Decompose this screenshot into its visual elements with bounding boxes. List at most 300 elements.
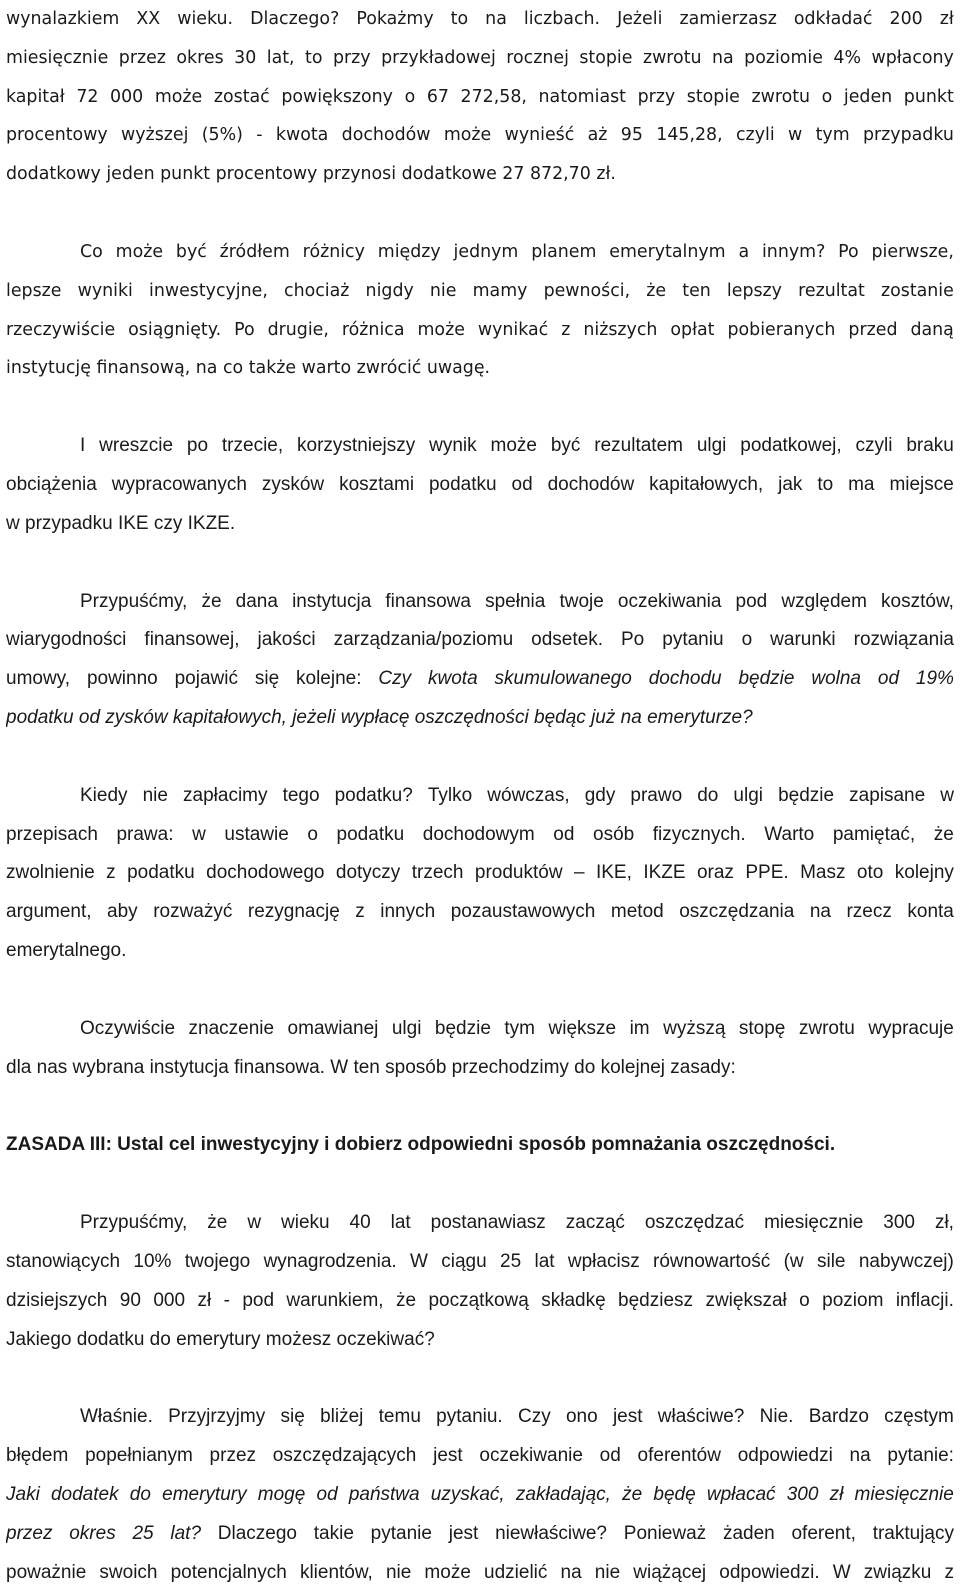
word: że (934, 816, 954, 855)
word: przed (848, 311, 897, 350)
text-segment: dodatkowy jeden punkt procentowy przynosi dodatkowe 27 872,70 zł. (6, 164, 616, 184)
word: natomiast (539, 78, 626, 117)
word: do (697, 777, 718, 816)
word: twoje (559, 583, 603, 622)
word: rzecz (846, 893, 891, 932)
word: dzisiejszych (6, 1282, 107, 1321)
word: procentowy (6, 116, 108, 155)
word: to (305, 39, 322, 78)
paragraph-gap (6, 1359, 954, 1398)
word: zarządzania/poziomu (334, 621, 514, 660)
word: pobieranych (727, 311, 835, 350)
word: 4% (833, 39, 861, 78)
word: to (451, 0, 468, 39)
word: wynieść (505, 116, 575, 155)
word: dodatek (51, 1476, 119, 1515)
word: prawo (630, 777, 682, 816)
word: stanowiących (6, 1243, 120, 1282)
word: może (417, 311, 464, 350)
word: dochodów (342, 116, 431, 155)
word: dochodów (548, 466, 635, 505)
word: Czy (378, 660, 411, 699)
word: swoich (99, 1554, 157, 1592)
word: niższych (583, 311, 657, 350)
word: aż (588, 116, 608, 155)
word: się (255, 660, 279, 699)
word: traktujący (873, 1515, 954, 1554)
word: Przypuśćmy, (80, 583, 187, 622)
word: uzyskać, (431, 1476, 505, 1515)
word: odpowiedzi. (719, 1554, 819, 1592)
word: obciążenia (6, 466, 97, 505)
word: (w (784, 1243, 804, 1282)
word: – (574, 854, 585, 893)
text-line (6, 932, 954, 971)
word: warunkiem, (286, 1282, 383, 1321)
word: spełnia (485, 583, 545, 622)
word: względem (781, 583, 867, 622)
text-line (6, 816, 954, 855)
word: 19% (916, 660, 954, 699)
word: przez (119, 39, 166, 78)
word: popełnianym (85, 1437, 193, 1476)
word: rocznej (506, 39, 569, 78)
word: a (738, 233, 749, 272)
word: wynagrodzenia. (264, 1243, 397, 1282)
word: miesięcznie (855, 1476, 954, 1515)
word: 40 (350, 1204, 371, 1243)
word: (5%) (202, 116, 243, 155)
word: aby (107, 893, 138, 932)
word: twojego (185, 1243, 251, 1282)
word: ulgi (733, 777, 763, 816)
word: mogę (258, 1476, 306, 1515)
word: Dlaczego (218, 1515, 297, 1554)
word: jednym (454, 233, 519, 272)
word: wpłacony (871, 39, 953, 78)
word: przy (333, 39, 371, 78)
word: być (551, 427, 581, 466)
word: od (317, 1476, 338, 1515)
word: oszczędzania (679, 893, 794, 932)
word: ulgi (697, 427, 727, 466)
word: Kiedy (80, 777, 128, 816)
word: miesięcznie (6, 39, 108, 78)
word: wpłacisz (568, 1243, 640, 1282)
word: różnica (342, 311, 405, 350)
word: wiarygodności (6, 621, 126, 660)
word: Po (234, 311, 255, 350)
word: - (256, 116, 262, 155)
text-line (6, 272, 954, 311)
word: zwolnienie (6, 854, 95, 893)
word: kapitałowych, (649, 466, 763, 505)
word: osób (593, 816, 634, 855)
paragraph-gap (6, 388, 954, 427)
text-line (6, 155, 954, 194)
paragraph-p5 (6, 777, 954, 971)
word: będę (653, 1476, 695, 1515)
word: lat? (170, 1515, 201, 1554)
word: na (485, 0, 507, 39)
word: planem (531, 233, 596, 272)
word: oraz (697, 854, 734, 893)
word: niewłaściwe? (495, 1515, 607, 1554)
word: stopie (687, 78, 740, 117)
word: czyli (856, 427, 893, 466)
paragraph-gap (6, 544, 954, 583)
word: inflacji. (896, 1282, 954, 1321)
word: 90 (120, 1282, 141, 1321)
word: przy (638, 78, 676, 117)
text-segment: instytucję finansową, na co także warto zwrócić uwagę. (6, 358, 490, 378)
word: wypracowanych (112, 466, 247, 505)
word: 30 (234, 39, 256, 78)
word: korzystniejszy (297, 427, 415, 466)
word: jak (778, 466, 802, 505)
word: Jaki (6, 1476, 40, 1515)
word: dochodowym (423, 816, 535, 855)
word: że (207, 1204, 227, 1243)
word: częstym (884, 1398, 954, 1437)
word: przepisach (6, 816, 98, 855)
word: o (405, 78, 416, 117)
word: 67 (427, 78, 449, 117)
word: tym (504, 1010, 535, 1049)
text-segment: podatku od zysków kapitałowych, jeżeli wypłacę oszczędności będąc już na emeryturze? (6, 707, 753, 728)
word: zwiększał (705, 1282, 786, 1321)
word: temu (379, 1398, 421, 1437)
word: wyższą (663, 1010, 725, 1049)
text-line (6, 39, 954, 78)
paragraph-p6 (6, 1010, 954, 1088)
word: ma (848, 466, 874, 505)
word: Nie. (760, 1398, 794, 1437)
word: trzecie, (222, 427, 283, 466)
text-line (6, 660, 954, 699)
text-line (6, 78, 954, 117)
word: być (176, 233, 207, 272)
word: produktów (475, 854, 563, 893)
word: pod (242, 1282, 274, 1321)
word: odsetek. (531, 621, 603, 660)
word: pytaniu. (436, 1398, 503, 1437)
word: będzie (435, 1010, 491, 1049)
word: ono (566, 1398, 598, 1437)
word: rezygnację (248, 893, 340, 932)
word: do (130, 1476, 151, 1515)
word: poważnie (6, 1554, 86, 1592)
word: kwota (428, 660, 478, 699)
word: liczbach. (524, 0, 600, 39)
text-line (6, 1476, 954, 1515)
word: 145,28, (656, 116, 722, 155)
word: lat, (267, 39, 295, 78)
word: zł (197, 1282, 211, 1321)
word: Ponieważ (624, 1515, 706, 1554)
word: pierwsze, (872, 233, 954, 272)
word: ulgi (392, 1010, 422, 1049)
word: potencjalnych (171, 1554, 287, 1592)
word: im (630, 1010, 650, 1049)
word: inwestycyjne, (149, 272, 268, 311)
word: chociaż (284, 272, 349, 311)
word: czyli (736, 116, 775, 155)
word: kolejny (895, 854, 954, 893)
word: państwa (349, 1476, 420, 1515)
text-line (6, 1437, 954, 1476)
word: Tylko (428, 777, 472, 816)
word: sile (817, 1243, 846, 1282)
word: 000 (110, 78, 143, 117)
word: jest (449, 1515, 479, 1554)
word: punkt (904, 78, 954, 117)
word: 10% (133, 1243, 171, 1282)
word: zacząć (566, 1204, 625, 1243)
word: 272,58, (461, 78, 527, 117)
word: o (742, 621, 753, 660)
word: dochodowego (206, 854, 324, 893)
word: kosztami (339, 466, 414, 505)
text-line (6, 1282, 954, 1321)
word: rozważyć (153, 893, 232, 932)
word: finansowej, (144, 621, 239, 660)
word: oszczędzających (273, 1437, 417, 1476)
word: kosztów, (881, 583, 954, 622)
word: od (878, 660, 899, 699)
text-line (6, 621, 954, 660)
paragraph-p2 (6, 233, 954, 388)
word: po (187, 427, 208, 466)
word: o (799, 1282, 810, 1321)
word: od (600, 1437, 621, 1476)
word: opłat (670, 311, 714, 350)
word: zł (830, 1476, 844, 1515)
word: Czy (518, 1398, 551, 1437)
word: kolejne: (296, 660, 362, 699)
paragraph-p9 (6, 1398, 954, 1592)
word: rezultat (798, 272, 865, 311)
word: pytanie (371, 1515, 432, 1554)
paragraph-p4 (6, 583, 954, 738)
word: pamiętać, (833, 816, 915, 855)
word: zostać (214, 78, 270, 117)
word: Pokażmy (356, 0, 433, 39)
paragraph-gap (6, 738, 954, 777)
word: stopie (579, 39, 632, 78)
word: poziom (822, 1282, 883, 1321)
word: pytanie: (887, 1437, 954, 1476)
word: tym (816, 116, 850, 155)
word: może (116, 233, 163, 272)
word: oszczędzać (645, 1204, 744, 1243)
text-segment: w przypadku IKE czy IKZE. (6, 513, 235, 534)
word: zwrotu (751, 78, 810, 117)
word: że (201, 583, 221, 622)
word: zwrotu (643, 39, 702, 78)
word: - (224, 1282, 230, 1321)
word: z (561, 311, 570, 350)
word: podatku? (335, 777, 413, 816)
word: konta (907, 893, 953, 932)
word: innym? (762, 233, 825, 272)
text-line (6, 777, 954, 816)
text-line (6, 699, 954, 738)
word: że (646, 272, 666, 311)
word: będziesz (618, 1282, 693, 1321)
word: W (833, 1554, 851, 1592)
word: powinno (87, 660, 158, 699)
word: nabywczej) (859, 1243, 954, 1282)
paragraph-gap (6, 194, 954, 233)
word: instytucja (292, 583, 371, 622)
word: zamierzasz (679, 0, 776, 39)
word: XX (136, 0, 160, 39)
word: IKZE (643, 854, 685, 893)
word: to (817, 466, 833, 505)
word: warunki (770, 621, 835, 660)
word: przykładowej (381, 39, 496, 78)
word: nie (430, 272, 457, 311)
word: Bardzo (809, 1398, 869, 1437)
word: nie (595, 1554, 620, 1592)
word: z (106, 854, 116, 893)
word: emerytury (162, 1476, 246, 1515)
word: Przypuśćmy, (80, 1204, 187, 1243)
word: 25 (500, 1243, 521, 1282)
word: lat (391, 1204, 411, 1243)
word: metod (611, 893, 664, 932)
word: będzie (738, 660, 794, 699)
word: pojawić (175, 660, 238, 699)
text-line (6, 0, 954, 39)
word: o (822, 78, 833, 117)
word: Właśnie. (80, 1398, 153, 1437)
word: ustawie (224, 816, 288, 855)
word: daną (910, 311, 953, 350)
word: emerytalnym (609, 233, 725, 272)
word: osiągnięty. (128, 311, 221, 350)
word: wypracuje (868, 1010, 954, 1049)
word: lepsze (6, 272, 61, 311)
word: 300 (787, 1476, 819, 1515)
word: źródłem (220, 233, 290, 272)
word: lepszy (727, 272, 782, 311)
word: omawianej (288, 1010, 379, 1049)
word: składkę (541, 1282, 605, 1321)
word: podatku (337, 816, 405, 855)
word: takie (314, 1515, 354, 1554)
word: poziomie (744, 39, 823, 78)
word: okres (176, 39, 223, 78)
word: wpłacać (707, 1476, 776, 1515)
word: rzeczywiście (6, 311, 115, 350)
word: zysków (262, 466, 324, 505)
text-line (6, 1398, 954, 1437)
word: różnicy (303, 233, 365, 272)
paragraph-gap (6, 971, 954, 1010)
word: błędem (6, 1437, 68, 1476)
word: że (396, 1282, 416, 1321)
word: klientów, (300, 1554, 373, 1592)
word: zł (940, 0, 954, 39)
word: dana (236, 583, 278, 622)
word: zapisane (849, 777, 925, 816)
word: rozwiązania (854, 621, 954, 660)
text-line (6, 466, 954, 505)
word: postanawiasz (431, 1204, 546, 1243)
word: W (410, 1243, 428, 1282)
text-line (6, 1321, 954, 1360)
word: miejsce (889, 466, 953, 505)
word: zł, (935, 1204, 954, 1243)
word: może (491, 427, 537, 466)
word: że (622, 1476, 642, 1515)
word: zapłacimy (183, 777, 267, 816)
word: może (155, 78, 202, 117)
text-segment: dla nas wybrana instytucja finansowa. W ten sposób przechodzimy do kolejnej zasady: (6, 1057, 736, 1078)
word: przypadku (863, 116, 954, 155)
word: wiążącej (633, 1554, 706, 1592)
word: wreszcie (99, 427, 173, 466)
word: trzech (412, 854, 464, 893)
word: początkową (428, 1282, 528, 1321)
word: wieku (281, 1204, 330, 1243)
word: 000 (153, 1282, 185, 1321)
word: w (192, 816, 206, 855)
word: braku (906, 427, 954, 466)
word: Przyjrzyjmy (168, 1398, 265, 1437)
word: wówczas, (487, 777, 569, 816)
paragraph-p1 (6, 0, 954, 194)
word: odkładać (794, 0, 873, 39)
word: znaczenie (189, 1010, 275, 1049)
text-line (6, 233, 954, 272)
word: Po (838, 233, 859, 272)
word: oczekiwanie (479, 1437, 583, 1476)
paragraph-p7 (6, 1126, 954, 1165)
paragraph-gap (6, 1087, 954, 1126)
word: Po (621, 621, 644, 660)
word: Oczywiście (80, 1010, 175, 1049)
document-page (6, 0, 954, 1592)
word: skumulowanego (495, 660, 632, 699)
word: dotyczy (336, 854, 400, 893)
word: Dlaczego? (250, 0, 339, 39)
word: oferent, (791, 1515, 855, 1554)
word: będzie (778, 777, 834, 816)
word: podatku (127, 854, 195, 893)
word: odpowiedzi (738, 1437, 833, 1476)
word: na (810, 893, 831, 932)
word: na (561, 1554, 582, 1592)
word: wynikać (478, 311, 548, 350)
text-line (6, 427, 954, 466)
word: od (512, 466, 533, 505)
word: zakładając, (516, 1476, 611, 1515)
word: zostanie (881, 272, 954, 311)
word: jeden (844, 78, 892, 117)
text-line (6, 893, 954, 932)
word: właściwe? (658, 1398, 745, 1437)
word: prawa: (116, 816, 173, 855)
word: 200 (890, 0, 923, 39)
word: nie (143, 777, 168, 816)
word: wieku. (177, 0, 233, 39)
text-line (6, 1010, 954, 1049)
word: okres (69, 1515, 115, 1554)
text-line (6, 1243, 954, 1282)
